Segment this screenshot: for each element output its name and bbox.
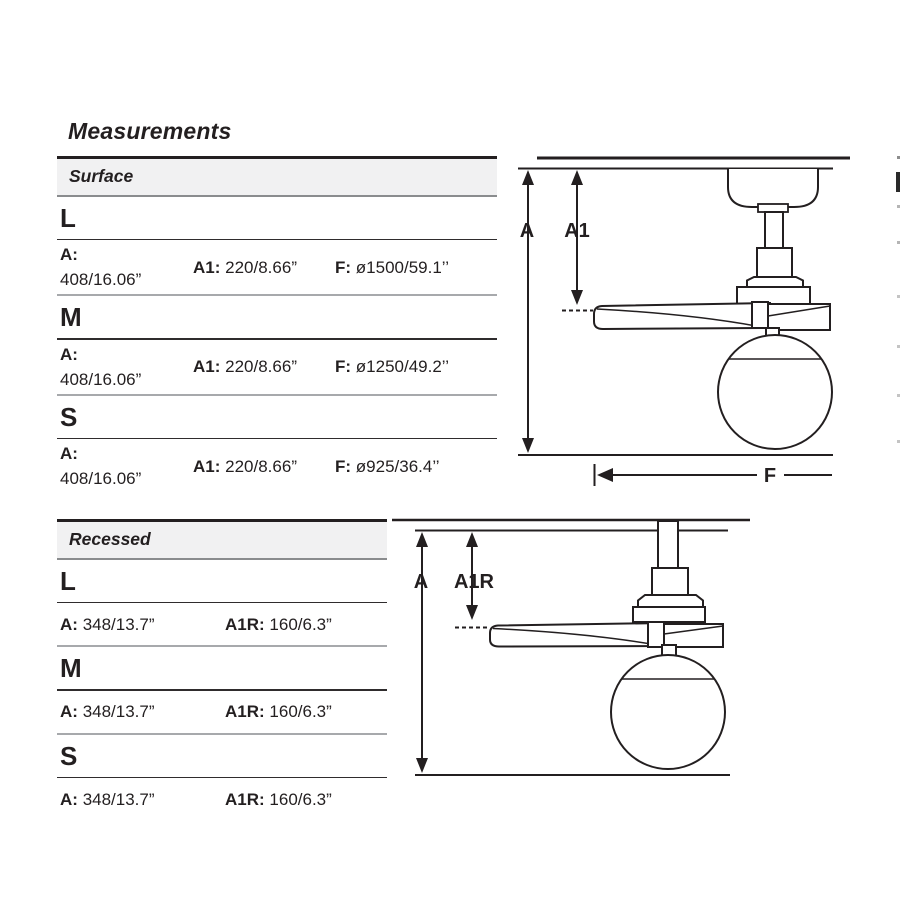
downrod <box>765 212 783 248</box>
arrowhead-a1r-bottom <box>466 605 478 620</box>
size-heading-m: M <box>60 653 82 683</box>
arrowhead-a1r-top <box>466 532 478 547</box>
size-heading-m: M <box>60 302 82 332</box>
spec-cell-a: A: 408/16.06” <box>60 444 142 488</box>
recessed-measurements-table <box>57 519 387 820</box>
globe-light <box>611 655 725 769</box>
downrod <box>658 521 678 568</box>
spec-cell-f: F: ø1500/59.1’’ <box>335 257 450 277</box>
dimension-label-a: A <box>413 571 429 593</box>
surface-measurements-table <box>57 156 497 493</box>
recessed-mount-diagram <box>385 510 760 800</box>
edge-mark <box>896 172 900 192</box>
spec-cell-a: A: 348/13.7” <box>60 789 155 809</box>
blade-hub <box>752 302 768 328</box>
spec-cell-a1: A1: 220/8.66” <box>193 456 297 476</box>
arrowhead-a-top <box>522 170 534 185</box>
dimension-label-f: F <box>763 465 777 487</box>
spec-cell-a1r: A1R: 160/6.3” <box>225 702 332 721</box>
surface-section-header <box>57 159 497 195</box>
spec-cell-a: A: 348/13.7” <box>60 614 155 634</box>
arrowhead-a-top <box>416 532 428 547</box>
spec-row-recessed-m <box>57 691 387 733</box>
canopy <box>728 169 818 207</box>
motor-flange <box>747 277 803 287</box>
spec-row-surface-m <box>57 340 497 394</box>
arrowhead-a-bottom <box>522 438 534 453</box>
spec-cell-a1: A1: 220/8.66” <box>193 257 297 277</box>
recessed-section-header <box>57 522 387 558</box>
downrod-collar <box>758 204 788 212</box>
spec-cell-f: F: ø1250/49.2’’ <box>335 357 450 376</box>
size-heading-s: S <box>60 740 78 771</box>
size-heading-l: L <box>60 565 76 596</box>
spec-cell-a1r: A1R: 160/6.3” <box>225 614 332 634</box>
spec-cell-a: A: 408/16.06” <box>60 245 142 289</box>
dimension-label-a1: A1 <box>564 220 590 242</box>
size-heading-s: S <box>60 401 78 432</box>
motor-housing-bottom <box>737 287 810 304</box>
arrowhead-a1-bottom <box>571 290 583 305</box>
motor-housing-top <box>757 248 792 277</box>
spec-cell-a: A: 348/13.7” <box>60 702 155 721</box>
spec-row-recessed-s <box>57 778 387 820</box>
spec-row-surface-l <box>57 240 497 294</box>
motor-housing-top <box>652 568 688 595</box>
spec-cell-a: A: 408/16.06” <box>60 344 142 389</box>
size-heading-l: L <box>60 202 76 233</box>
motor-flange <box>638 595 703 607</box>
arrowhead-a-bottom <box>416 758 428 773</box>
blade-hub <box>648 622 664 647</box>
spec-row-recessed-l <box>57 603 387 645</box>
arrowhead-f-left <box>597 468 613 482</box>
spec-row-surface-s <box>57 439 497 493</box>
surface-mount-diagram <box>500 150 860 500</box>
recessed-header-label: Recessed <box>69 529 151 549</box>
arrowhead-a1-top <box>571 170 583 185</box>
spec-cell-a1r: A1R: 160/6.3” <box>225 789 332 809</box>
spec-cell-f: F: ø925/36.4’’ <box>335 456 440 476</box>
dimension-label-a1r: A1R <box>453 571 495 593</box>
globe-light <box>718 335 832 449</box>
surface-header-label: Surface <box>69 166 134 186</box>
motor-housing-bottom <box>633 607 705 622</box>
dimension-label-a: A <box>519 220 535 242</box>
spec-cell-a1: A1: 220/8.66” <box>193 357 297 376</box>
page-title: Measurements <box>68 118 232 144</box>
